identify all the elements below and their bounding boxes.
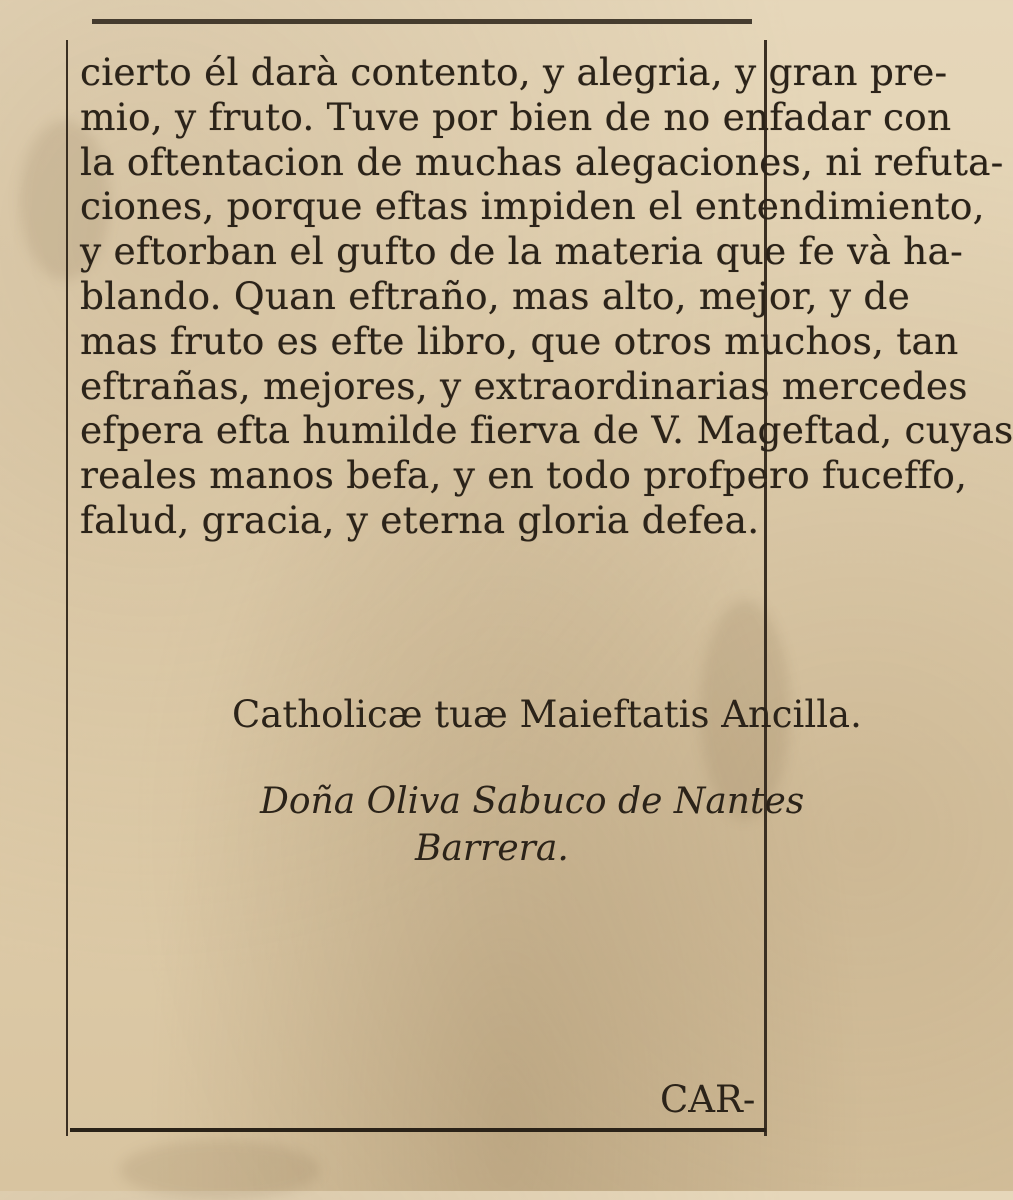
author-name: Doña Oliva Sabuco de Nantes bbox=[260, 781, 805, 822]
text-line: y eftorban el gufto de la materia que fe và ha- bbox=[80, 229, 963, 274]
dedication-line: Catholicæ tuæ Maieftatis Ancilla. bbox=[232, 693, 862, 736]
text-line: eftrañas, mejores, y extraordinarias mercedes bbox=[80, 363, 968, 408]
text-line: la oftentacion de muchas alegaciones, ni refuta- bbox=[80, 139, 1004, 184]
text-line: ciones, porque eftas impiden el entendimiento, bbox=[80, 184, 985, 229]
text-line: efpera efta humilde fierva de V. Mageftad, cuyas bbox=[80, 408, 1013, 453]
text-line: falud, gracia, y eterna gloria defea. bbox=[80, 497, 760, 542]
author-surname: Barrera. bbox=[415, 828, 569, 869]
body-text bbox=[80, 50, 1013, 543]
bottom-rule bbox=[70, 1128, 766, 1132]
top-rule bbox=[92, 19, 752, 24]
text-line: blando. Quan eftraño, mas alto, mejor, y de bbox=[80, 273, 911, 318]
paper-stain bbox=[120, 1140, 320, 1200]
text-line: cierto él darà contento, y alegria, y gran pre- bbox=[80, 50, 948, 94]
text-line: mas fruto es efte libro, que otros muchos, tan bbox=[80, 318, 959, 363]
catchword: CAR- bbox=[660, 1078, 756, 1121]
text-line: mio, y fruto. Tuve por bien de no enfadar con bbox=[80, 94, 952, 139]
text-line: reales manos befa, y en todo profpero fuceffo, bbox=[80, 453, 968, 498]
